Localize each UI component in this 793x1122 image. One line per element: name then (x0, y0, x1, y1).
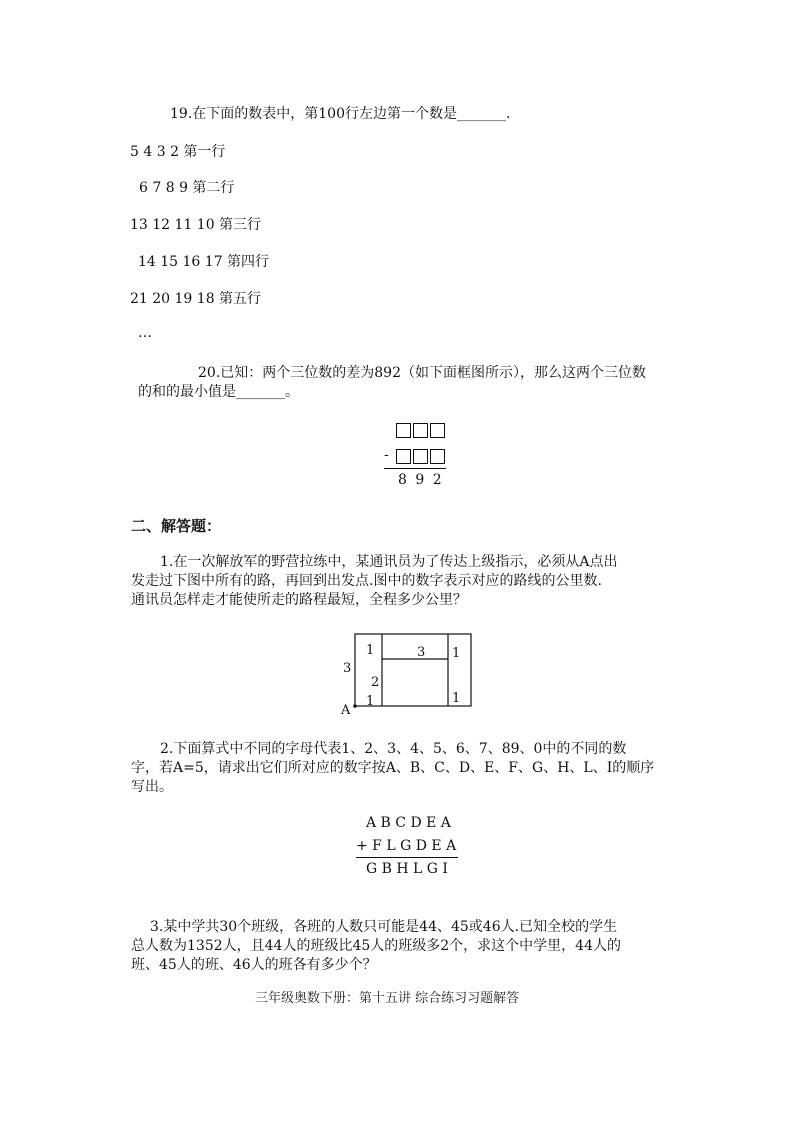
q20-line-2: 的和的最小值是_______。 (138, 384, 299, 400)
p3-line-3: 班、45人的班、46人的班各有多少个？ (131, 957, 377, 973)
blank-box-icon (430, 449, 445, 464)
q20-minus-sign: - (384, 447, 389, 463)
section-title: 二、解答题： (131, 517, 222, 535)
q20-result-line (384, 468, 446, 469)
label-left-2: 2 (371, 675, 380, 690)
p2-line-1: 2.下面算式中不同的字母代表1、2、3、4、5、6、7、89、0中的不同的数 (160, 741, 627, 757)
q19-row-1: 5 4 3 2 第一行 (130, 144, 226, 160)
p2-addition (352, 812, 462, 882)
p2-sum-line (356, 857, 458, 858)
label-top-right-1: 1 (452, 646, 461, 661)
blank-box-icon (396, 423, 411, 438)
label-point-a: A (341, 703, 351, 718)
blank-box-icon (413, 449, 428, 464)
p1-line-1: 1.在一次解放军的野营拉练中，某通讯员为了传达上级指示，必须从A点出 (160, 554, 618, 570)
blank-box-icon (413, 423, 428, 438)
route-diagram (335, 628, 480, 720)
q19-ellipsis: … (138, 325, 152, 341)
label-left-3: 3 (343, 661, 352, 676)
q19-prompt: 19.在下面的数表中，第100行左边第一个数是_______. (170, 106, 511, 122)
q20-subtraction (384, 420, 454, 490)
page-footer: 三年级奥数下册：第十五讲 综合练习习题解答 (255, 991, 520, 1006)
label-top-mid-3: 3 (417, 645, 426, 660)
label-top-left-1: 1 (366, 643, 375, 658)
p2-addend-2: + F L G D E A (356, 838, 457, 854)
point-a-dot (353, 704, 357, 708)
q19-row-3: 13 12 11 10 第三行 (130, 217, 262, 233)
q19-row-4: 14 15 16 17 第四行 (138, 254, 270, 270)
p2-addend-1: A B C D E A (366, 815, 451, 831)
p1-line-2: 发走过下图中所有的路，再回到出发点.图中的数字表示对应的路线的公里数. (131, 573, 602, 589)
p3-line-2: 总人数为1352人，且44人的班级比45人的班级多2个，求这个中学里，44人的 (131, 938, 621, 954)
p2-sum: G B H L G I (366, 861, 448, 877)
q20-line-1: 20.已知：两个三位数的差为892（如下面框图所示），那么这两个三位数 (198, 365, 646, 381)
label-bottom-right-1: 1 (452, 691, 461, 706)
p3-line-1: 3.某中学共30个班级，各班的人数只可能是44、45或46人.已知全校的学生 (150, 919, 618, 935)
q20-result: 8 9 2 (398, 472, 444, 488)
p1-line-3: 通讯员怎样走才能使所走的路程最短，全程多少公里？ (131, 592, 467, 608)
q20-boxes-top (396, 422, 447, 441)
q19-row-2: 6 7 8 9 第二行 (139, 180, 235, 196)
q20-boxes-bottom (396, 448, 447, 467)
p2-line-3: 写出。 (131, 779, 173, 795)
label-bottom-left-1: 1 (366, 694, 375, 709)
blank-box-icon (396, 449, 411, 464)
blank-box-icon (430, 423, 445, 438)
p2-line-2: 字，若A=5，请求出它们所对应的数字按A、B、C、D、E、F、G、H、L、I的顺序 (131, 760, 655, 776)
q19-row-5: 21 20 19 18 第五行 (130, 291, 262, 307)
